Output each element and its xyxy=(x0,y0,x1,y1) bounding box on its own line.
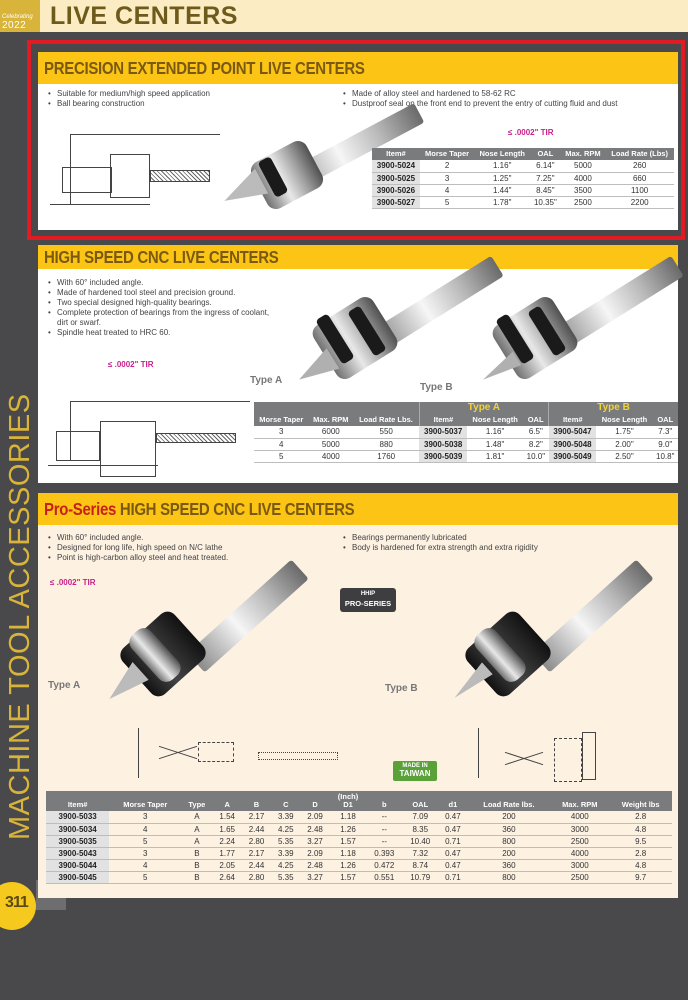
cell: 3000 xyxy=(550,823,609,835)
cell: 4.25 xyxy=(271,859,300,871)
cell: 2.80 xyxy=(242,871,271,883)
cell: 2.05 xyxy=(213,859,242,871)
cell: 5.35 xyxy=(271,871,300,883)
cell: 5.35 xyxy=(271,835,300,847)
feature-item: • Made of hardened tool steel and precision ground. xyxy=(48,288,278,298)
cell: 1.26 xyxy=(330,859,367,871)
cell: B xyxy=(181,871,212,883)
col-header: B xyxy=(242,791,271,811)
cell: 4 xyxy=(109,859,181,871)
col-header: Item# xyxy=(419,414,467,426)
cell: 5 xyxy=(109,871,181,883)
col-header: Morse Taper xyxy=(109,791,181,811)
cell: -- xyxy=(366,811,402,823)
cell: -- xyxy=(366,823,402,835)
col-header: D xyxy=(300,791,329,811)
col-header: Item# xyxy=(46,791,109,811)
cell: -- xyxy=(366,835,402,847)
technical-drawing-type-a xyxy=(138,718,338,783)
feature-item: • With 60° included angle. xyxy=(48,278,278,288)
cell: 2.8 xyxy=(609,811,672,823)
col-header: Type xyxy=(181,791,212,811)
cell: 3000 xyxy=(550,859,609,871)
cell: 2200 xyxy=(605,196,674,208)
cell: 1100 xyxy=(605,184,674,196)
cell: 2.00" xyxy=(596,438,652,450)
cell: 0.47 xyxy=(438,859,467,871)
cell: 880 xyxy=(353,438,419,450)
cell: 7.09 xyxy=(402,811,438,823)
cell: 1.77 xyxy=(213,847,242,859)
col-header: Load Rate lbs. xyxy=(468,791,551,811)
col-header: OAL xyxy=(530,148,560,160)
cell: 9.0" xyxy=(653,438,679,450)
cell: 550 xyxy=(353,426,419,438)
cell: A xyxy=(181,811,212,823)
anniversary-badge xyxy=(0,0,40,32)
col-header-text: D1 xyxy=(343,800,353,809)
cell: 660 xyxy=(605,172,674,184)
cell: 1.16" xyxy=(467,426,523,438)
cell: 200 xyxy=(468,811,551,823)
col-header: Item# xyxy=(549,414,597,426)
table-row xyxy=(254,450,678,462)
cell: 5 xyxy=(109,835,181,847)
col-header: Morse Taper xyxy=(420,148,474,160)
cell: 1.26 xyxy=(330,823,367,835)
cell: 260 xyxy=(605,160,674,172)
section-header xyxy=(38,493,678,525)
col-header: d1 xyxy=(438,791,467,811)
item-number: 3900-5024 xyxy=(372,160,420,172)
feature-list-right xyxy=(343,533,538,553)
feature-item: • With 60° included angle. xyxy=(48,533,228,543)
cell: 7.25" xyxy=(530,172,560,184)
cell: 3500 xyxy=(561,184,606,196)
selection-highlight-box xyxy=(27,40,685,240)
cell: 7.3" xyxy=(653,426,679,438)
cell: 5 xyxy=(420,196,474,208)
made-in-line2: TAIWAN xyxy=(399,769,431,778)
cell: 2.50" xyxy=(596,450,652,462)
item-number: 3900-5033 xyxy=(46,811,109,823)
feature-item: • Body is hardened for extra strength and extra rigidity xyxy=(343,543,538,553)
cell: 2.17 xyxy=(242,811,271,823)
item-number: 3900-5043 xyxy=(46,847,109,859)
cell: 4 xyxy=(109,823,181,835)
cell: 2.24 xyxy=(213,835,242,847)
cell: 2.80 xyxy=(242,835,271,847)
cell: 1.65 xyxy=(213,823,242,835)
tir-spec: ≤ .0002" TIR xyxy=(108,360,154,369)
cell: 8.45" xyxy=(530,184,560,196)
col-header: Nose Length xyxy=(467,414,523,426)
cell: 2.44 xyxy=(242,859,271,871)
col-header: Load Rate (Lbs) xyxy=(605,148,674,160)
table-row xyxy=(46,871,672,883)
cell: 2.8 xyxy=(609,847,672,859)
cell: 5000 xyxy=(308,438,353,450)
cell: 0.551 xyxy=(366,871,402,883)
cell: 8.2" xyxy=(523,438,548,450)
cell: 3.39 xyxy=(271,847,300,859)
tir-spec: ≤ .0002" TIR xyxy=(508,128,554,137)
table-row xyxy=(46,811,672,823)
col-header: OAL xyxy=(402,791,438,811)
col-header: Weight lbs xyxy=(609,791,672,811)
item-number: 3900-5048 xyxy=(549,438,597,450)
cell: 1.57 xyxy=(330,871,367,883)
type-b-group-header: Type B xyxy=(549,402,678,414)
col-header: Max. RPM xyxy=(308,402,353,426)
section-title: HIGH SPEED CNC LIVE CENTERS xyxy=(44,248,279,268)
cell: 1.78" xyxy=(474,196,530,208)
section-high-speed-cnc xyxy=(38,245,678,483)
cell: 3 xyxy=(109,847,181,859)
page-header xyxy=(0,0,688,32)
cell: 0.47 xyxy=(438,823,467,835)
hhip-pro-series-logo xyxy=(340,588,396,612)
cell: 1.25" xyxy=(474,172,530,184)
cell: 2.64 xyxy=(213,871,242,883)
cell: 10.79 xyxy=(402,871,438,883)
section-title-text: HIGH SPEED CNC LIVE CENTERS xyxy=(116,500,355,520)
cell: 200 xyxy=(468,847,551,859)
cell: 5000 xyxy=(561,160,606,172)
table-row xyxy=(46,823,672,835)
cell: 1.57 xyxy=(330,835,367,847)
item-number: 3900-5035 xyxy=(46,835,109,847)
cell: 4000 xyxy=(550,847,609,859)
feature-item: • Dustproof seal on the front end to prevent the entry of cutting fluid and dust xyxy=(343,99,618,109)
cell: A xyxy=(181,835,212,847)
product-image-pro-type-b xyxy=(443,563,663,703)
cell: 1.81" xyxy=(467,450,523,462)
type-b-label: Type B xyxy=(420,382,453,393)
cell: 4.25 xyxy=(271,823,300,835)
cell: 1.18 xyxy=(330,811,367,823)
cell: 360 xyxy=(468,859,551,871)
cell: 4000 xyxy=(308,450,353,462)
technical-drawing xyxy=(48,395,248,475)
feature-item: • Two special designed high-quality bearings. xyxy=(48,298,278,308)
col-header xyxy=(330,791,367,811)
item-number: 3900-5039 xyxy=(419,450,467,462)
table-row xyxy=(254,426,678,438)
col-header: Item# xyxy=(372,148,420,160)
feature-list xyxy=(48,278,278,338)
spec-table xyxy=(46,791,672,884)
cell: 2500 xyxy=(550,835,609,847)
cell: B xyxy=(181,859,212,871)
col-header: Max. RPM xyxy=(561,148,606,160)
col-header: Nose Length xyxy=(596,414,652,426)
cell: 0.47 xyxy=(438,811,467,823)
item-number: 3900-5026 xyxy=(372,184,420,196)
cell: 2.09 xyxy=(300,847,329,859)
cell: 3 xyxy=(109,811,181,823)
page-number: 311 xyxy=(5,894,28,911)
cell: 4.8 xyxy=(609,823,672,835)
cell: 1.18 xyxy=(330,847,367,859)
item-number: 3900-5045 xyxy=(46,871,109,883)
made-in-taiwan-badge xyxy=(393,761,437,781)
product-image-type-b xyxy=(478,265,678,395)
col-header: Load Rate Lbs. xyxy=(353,402,419,426)
cell: 0.472 xyxy=(366,859,402,871)
feature-item: • Designed for long life, high speed on N/C lathe xyxy=(48,543,228,553)
tir-spec: ≤ .0002" TIR xyxy=(50,578,96,587)
page-title: LIVE CENTERS xyxy=(50,2,238,30)
unit-note: (Inch) xyxy=(337,792,359,801)
table-row xyxy=(254,438,678,450)
cell: 10.8" xyxy=(653,450,679,462)
page-number-badge xyxy=(0,882,36,930)
feature-item: • Suitable for medium/high speed application xyxy=(48,89,210,99)
cell: 0.393 xyxy=(366,847,402,859)
cell: 2.48 xyxy=(300,859,329,871)
cell: 800 xyxy=(468,835,551,847)
cell: 0.47 xyxy=(438,847,467,859)
cell: 2500 xyxy=(550,871,609,883)
col-header: b xyxy=(366,791,402,811)
cell: 10.40 xyxy=(402,835,438,847)
cell: 2 xyxy=(420,160,474,172)
col-header: OAL xyxy=(523,414,548,426)
cell: 2.44 xyxy=(242,823,271,835)
cell: 2.48 xyxy=(300,823,329,835)
badge-line2: 2022 xyxy=(2,20,27,31)
cell: 6.5" xyxy=(523,426,548,438)
feature-item: • Ball bearing construction xyxy=(48,99,210,109)
logo-line1: HHIP xyxy=(360,591,376,597)
type-a-label: Type A xyxy=(250,375,283,386)
cell: A xyxy=(181,823,212,835)
col-header: C xyxy=(271,791,300,811)
item-number: 3900-5025 xyxy=(372,172,420,184)
pro-series-prefix: Pro-Series xyxy=(44,500,117,520)
feature-list-left xyxy=(48,533,228,563)
feature-item: • Point is high-carbon alloy steel and heat treated. xyxy=(48,553,228,563)
cell: 4000 xyxy=(550,811,609,823)
product-image-type-a xyxy=(298,265,498,395)
feature-item: • Complete protection of bearings from the ingress of coolant, dirt or swarf. xyxy=(48,308,278,328)
item-number: 3900-5049 xyxy=(549,450,597,462)
cell: B xyxy=(181,847,212,859)
item-number: 3900-5037 xyxy=(419,426,467,438)
cell: 8.35 xyxy=(402,823,438,835)
cell: 0.71 xyxy=(438,871,467,883)
made-in-line1: MADE IN xyxy=(402,763,428,769)
item-number: 3900-5047 xyxy=(549,426,597,438)
cell: 3.27 xyxy=(300,871,329,883)
cell: 1.75" xyxy=(596,426,652,438)
cell: 2500 xyxy=(561,196,606,208)
table-row xyxy=(46,847,672,859)
sidebar-category-label: MACHINE TOOL ACCESSORIES xyxy=(4,393,36,840)
badge-line1: Celebrating xyxy=(2,14,33,20)
table-row xyxy=(46,859,672,871)
col-header: Max. RPM xyxy=(550,791,609,811)
cell: 360 xyxy=(468,823,551,835)
cell: 4 xyxy=(254,438,308,450)
type-a-group-header: Type A xyxy=(419,402,548,414)
item-number: 3900-5027 xyxy=(372,196,420,208)
cell: 5 xyxy=(254,450,308,462)
feature-item: • Made of alloy steel and hardened to 58-62 RC xyxy=(343,89,618,99)
cell: 9.7 xyxy=(609,871,672,883)
cell: 3 xyxy=(420,172,474,184)
cell: 10.35" xyxy=(530,196,560,208)
cell: 6.14" xyxy=(530,160,560,172)
cell: 1.44" xyxy=(474,184,530,196)
cell: 1760 xyxy=(353,450,419,462)
cell: 3.27 xyxy=(300,835,329,847)
logo-line2: PRO-SERIES xyxy=(344,599,392,608)
cell: 7.32 xyxy=(402,847,438,859)
col-header: Morse Taper xyxy=(254,402,308,426)
col-header: Nose Length xyxy=(474,148,530,160)
cell: 800 xyxy=(468,871,551,883)
technical-drawing-type-b xyxy=(478,718,668,783)
cell: 1.16" xyxy=(474,160,530,172)
item-number: 3900-5038 xyxy=(419,438,467,450)
spec-table xyxy=(254,402,678,463)
product-image-pro-type-a xyxy=(98,563,318,703)
cell: 9.5 xyxy=(609,835,672,847)
cell: 8.74 xyxy=(402,859,438,871)
feature-item: • Spindle heat treated to HRC 60. xyxy=(48,328,278,338)
col-header: A xyxy=(213,791,242,811)
cell: 1.48" xyxy=(467,438,523,450)
item-number: 3900-5044 xyxy=(46,859,109,871)
cell: 3 xyxy=(254,426,308,438)
col-header: OAL xyxy=(653,414,679,426)
type-a-label: Type A xyxy=(48,680,81,691)
section-title: PRECISION EXTENDED POINT LIVE CENTERS xyxy=(44,59,365,79)
cell: 10.0" xyxy=(523,450,548,462)
cell: 2.17 xyxy=(242,847,271,859)
item-number: 3900-5034 xyxy=(46,823,109,835)
cell: 4.8 xyxy=(609,859,672,871)
cell: 2.09 xyxy=(300,811,329,823)
table-row xyxy=(46,835,672,847)
section-title xyxy=(44,500,354,520)
cell: 3.39 xyxy=(271,811,300,823)
type-b-label: Type B xyxy=(385,683,418,694)
section-pro-series xyxy=(38,493,678,898)
feature-item: • Bearings permanently lubricated xyxy=(343,533,538,543)
cell: 0.71 xyxy=(438,835,467,847)
cell: 6000 xyxy=(308,426,353,438)
cell: 4000 xyxy=(561,172,606,184)
cell: 1.54 xyxy=(213,811,242,823)
cell: 4 xyxy=(420,184,474,196)
